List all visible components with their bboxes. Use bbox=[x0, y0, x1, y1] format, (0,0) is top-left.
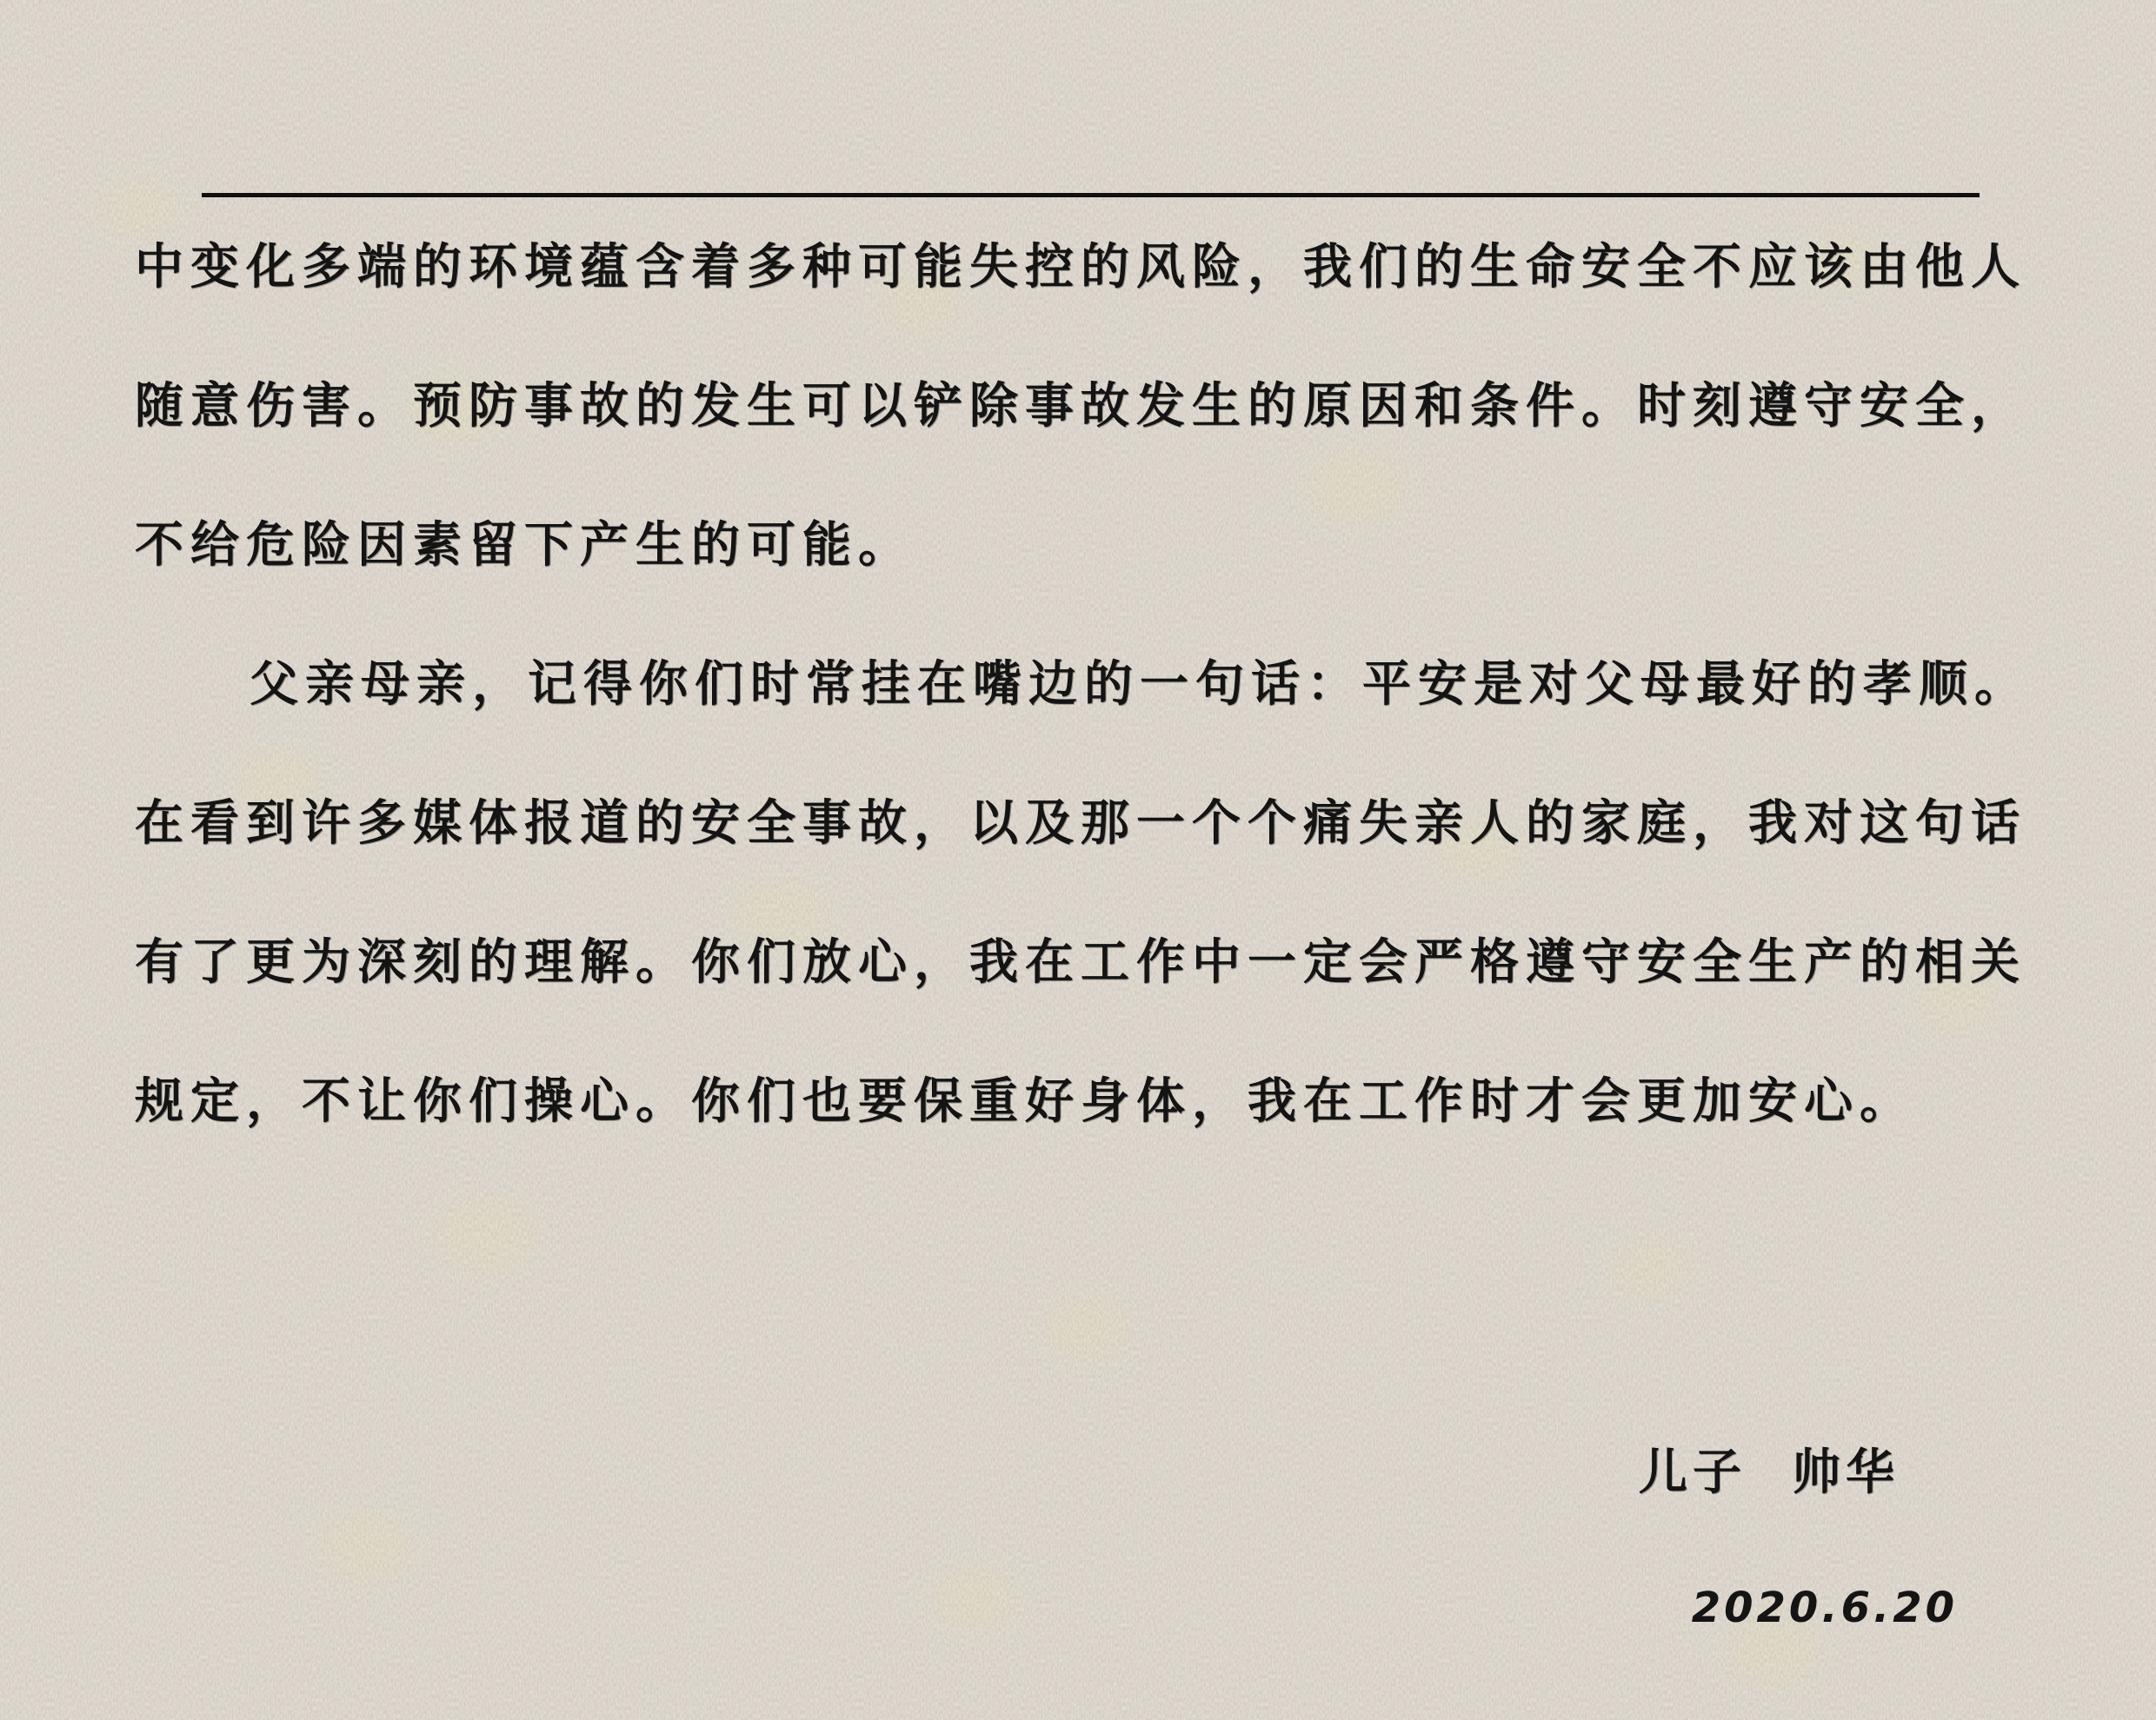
letter-line: 父亲母亲，记得你们时常挂在嘴边的一句话：平安是对父母最好的孝顺。 bbox=[250, 656, 2030, 713]
signature bbox=[1639, 1434, 1900, 1504]
letter-line: 随意伤害。预防事故的发生可以铲除事故发生的原因和条件。时刻遵守安全， bbox=[135, 378, 2026, 435]
letter-line: 中变化多端的环境蕴含着多种可能失控的风险，我们的生命安全不应该由他人 bbox=[135, 239, 2026, 296]
letter-line: 规定，不让你们操心。你们也要保重好身体，我在工作时才会更加安心。 bbox=[135, 1073, 1915, 1130]
letter-line: 在看到许多媒体报道的安全事故，以及那一个个痛失亲人的家庭，我对这句话 bbox=[135, 795, 2026, 852]
letter-body bbox=[135, 198, 2047, 1172]
letter-line: 不给危险因素留下产生的可能。 bbox=[135, 517, 914, 574]
letter-line: 有了更为深刻的理解。你们放心，我在工作中一定会严格遵守安全生产的相关 bbox=[135, 934, 2026, 991]
signature-role: 儿子 bbox=[1639, 1444, 1747, 1501]
letter-date: 2020.6.20 bbox=[1691, 1584, 1958, 1632]
top-divider-rule bbox=[202, 193, 1980, 197]
signature-name: 帅华 bbox=[1792, 1444, 1900, 1501]
